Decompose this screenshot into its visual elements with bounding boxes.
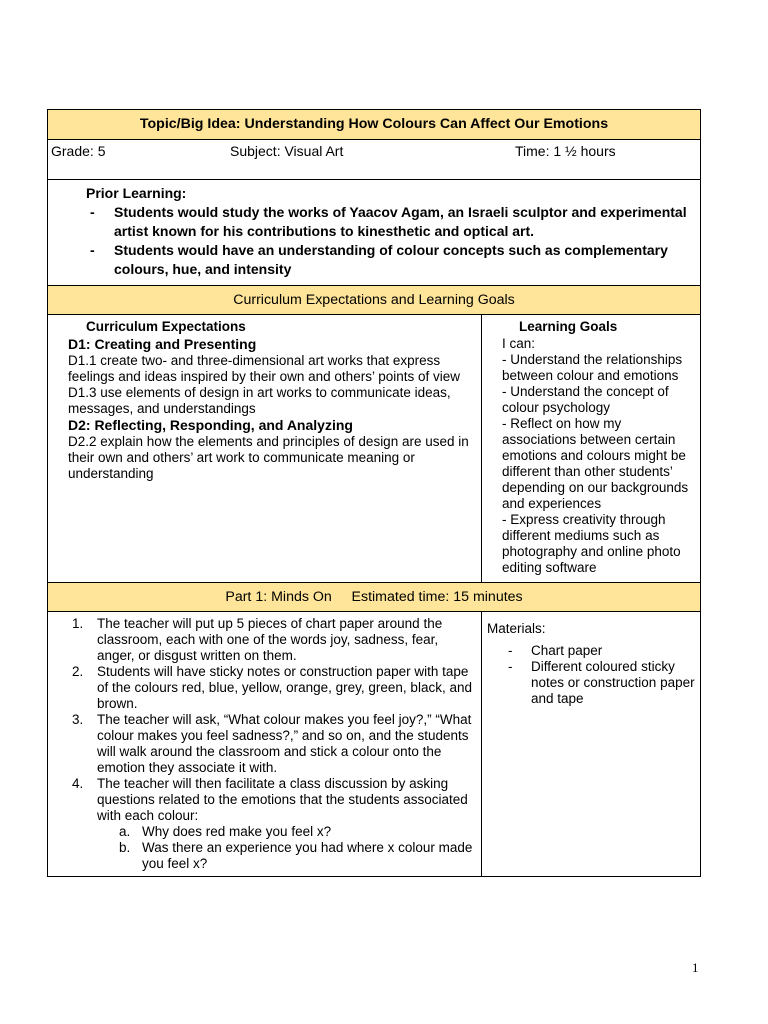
- materials-list: [487, 643, 696, 707]
- topic-header: Topic/Big Idea: Understanding How Colours Can Affect Our Emotions: [48, 110, 700, 139]
- prior-learning-list: [48, 203, 700, 279]
- time-label: Time: 1 ½ hours: [515, 143, 616, 159]
- learning-goals-title: Learning Goals: [519, 319, 618, 334]
- prior-learning-title: Prior Learning:: [86, 185, 187, 201]
- d1-3-text: D1.3 use elements of design in art works to communicate ideas, messages, and understandings: [68, 385, 451, 416]
- part1-row: [48, 611, 700, 876]
- prior-learning-section: [48, 179, 700, 285]
- d2-heading: D2: Reflecting, Responding, and Analyzing: [68, 417, 353, 433]
- materials-cell: [482, 612, 700, 876]
- lesson-plan-table: [47, 109, 701, 877]
- curriculum-header: Curriculum Expectations and Learning Goals: [48, 285, 700, 314]
- subject-label: Subject: Visual Art: [230, 143, 344, 159]
- steps-cell: [48, 612, 482, 876]
- learning-goal-item: - Reflect on how my associations between certain emotions and colours might be different than other students’ depending on our backgrounds and experiences: [502, 416, 689, 511]
- learning-goals-cell: [482, 315, 700, 582]
- material-item: - Chart paper: [508, 643, 603, 658]
- prior-learning-item: - Students would study the works of Yaacov Agam, an Israeli sculptor and experimental artist known for his contributions to kinesthetic and optical art.: [90, 204, 687, 239]
- learning-goals-intro: I can:: [502, 336, 536, 351]
- curriculum-expectations-title: Curriculum Expectations: [86, 319, 246, 334]
- curriculum-row: [48, 314, 700, 582]
- grade-label: Grade: 5: [51, 143, 106, 159]
- step-item: 3. The teacher will ask, “What colour makes you feel joy?,” “What colour makes you feel sadness?,” and so on, and the students will walk around the classroom and stick a colour onto the emotion they associate it with.: [72, 712, 472, 775]
- d1-1-text: D1.1 create two- and three-dimensional art works that express feelings and ideas inspired by their own and others’ points of view: [68, 353, 460, 384]
- steps-list: [48, 616, 481, 872]
- prior-learning-item: - Students would have an understanding of colour concepts such as complementary colours, hue, and intensity: [90, 242, 668, 277]
- materials-title: Materials:: [487, 621, 546, 636]
- page-number: 1: [692, 960, 699, 975]
- part1-header: [48, 582, 700, 611]
- step-item: 2. Students will have sticky notes or construction paper with tape of the colours red, blue, yellow, orange, grey, green, black, and brown.: [72, 664, 472, 711]
- material-item: - Different coloured sticky notes or construction paper and tape: [508, 659, 695, 706]
- substep-item: a. Why does red make you feel x?: [119, 824, 332, 839]
- learning-goal-item: - Understand the relationships between colour and emotions: [502, 352, 683, 383]
- substeps-list: [97, 824, 475, 872]
- grade-subject-time-row: [48, 139, 700, 179]
- curriculum-expectations-cell: [48, 315, 482, 582]
- part1-time: Estimated time: 15 minutes: [351, 589, 523, 605]
- part1-label: Part 1: Minds On: [225, 589, 332, 605]
- step-item: 1. The teacher will put up 5 pieces of chart paper around the classroom, each with one of the words joy, sadness, fear, anger, or disgust written on them.: [72, 616, 443, 663]
- d1-heading: D1: Creating and Presenting: [68, 336, 257, 352]
- substep-item: b. Was there an experience you had where x colour made you feel x?: [119, 840, 473, 871]
- learning-goal-item: - Understand the concept of colour psychology: [502, 384, 669, 415]
- d2-2-text: D2.2 explain how the elements and principles of design are used in their own and others’ art work to communicate meaning or understanding: [68, 434, 469, 481]
- step-item: 4. The teacher will then facilitate a class discussion by asking questions related to the emotions that the students associated with each colour: a. Why does red make you feel x? b. Was there an experience you had where x colour made you feel x?: [48, 776, 475, 872]
- learning-goal-item: - Express creativity through different mediums such as photography and online photo editing software: [502, 512, 681, 575]
